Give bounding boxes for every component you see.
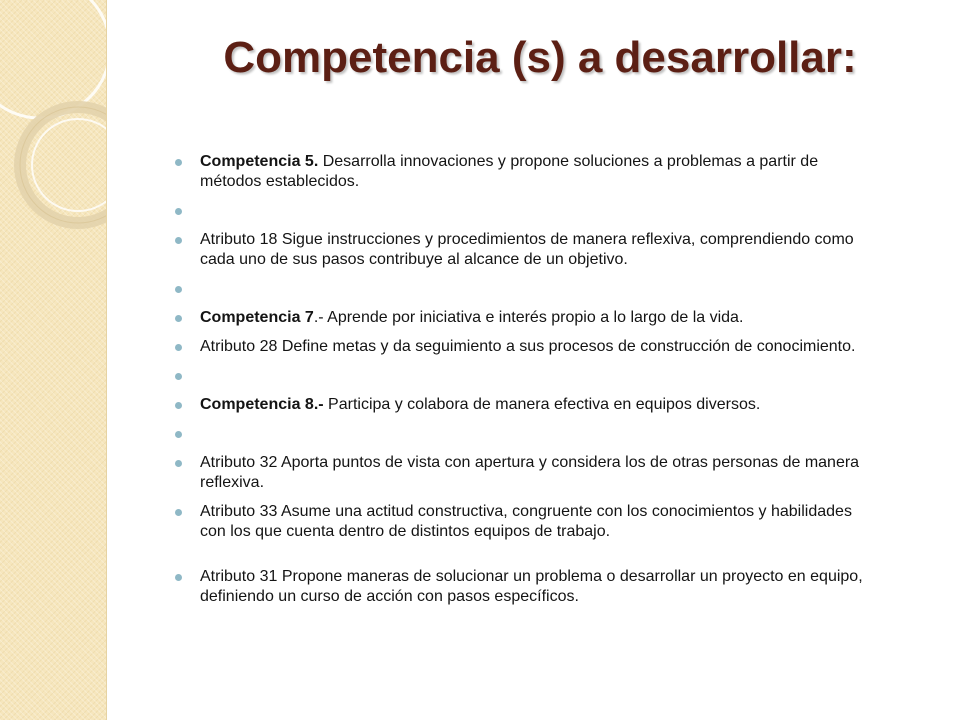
decorative-side-panel <box>0 0 107 720</box>
bullet-item <box>175 337 875 357</box>
empty-bullet-item <box>175 279 875 299</box>
bullet-item <box>175 395 875 415</box>
bullet-list <box>175 152 875 616</box>
bullet-item <box>175 230 875 270</box>
bullet-item <box>175 567 875 607</box>
bullet-item <box>175 453 875 493</box>
bullet-text: Desarrolla innovaciones y propone soluciones a problemas a partir de métodos establecidos. <box>200 153 819 190</box>
bullet-text: Atributo 31 Propone maneras de solucionar un problema o desarrollar un proyecto en equipo, definiendo un curso de acción con pasos específicos. <box>200 568 863 605</box>
slide-title: Competencia (s) a desarrollar: <box>223 33 857 82</box>
bullet-item <box>175 308 875 328</box>
bullet-text: Atributo 18 Sigue instrucciones y procedimientos de manera reflexiva, comprendiendo como cada uno de sus pasos contribuye al alcance de un objetivo. <box>200 231 854 268</box>
bullet-bold-label: Competencia 5. <box>200 153 319 170</box>
empty-bullet-item <box>175 201 875 221</box>
bullet-item <box>175 502 875 542</box>
bullet-text: .- Aprende por iniciativa e interés propio a lo largo de la vida. <box>313 309 744 326</box>
bullet-text: Atributo 32 Aporta puntos de vista con apertura y considera los de otras personas de manera reflexiva. <box>200 454 860 491</box>
bullet-bold-label: Competencia 8.- <box>200 396 324 413</box>
bullet-bold-label: Competencia 7 <box>200 309 314 326</box>
decorative-circles-icon <box>0 0 106 720</box>
bullet-text: Atributo 28 Define metas y da seguimiento a sus procesos de construcción de conocimiento. <box>200 338 856 355</box>
bullet-text: Participa y colabora de manera efectiva en equipos diversos. <box>323 396 761 413</box>
bullet-item <box>175 152 875 192</box>
empty-bullet-item <box>175 366 875 386</box>
bullet-text: Atributo 33 Asume una actitud constructiva, congruente con los conocimientos y habilidades con los que cuenta dentro de distintos equipos de trabajo. <box>200 503 852 540</box>
empty-bullet-item <box>175 424 875 444</box>
